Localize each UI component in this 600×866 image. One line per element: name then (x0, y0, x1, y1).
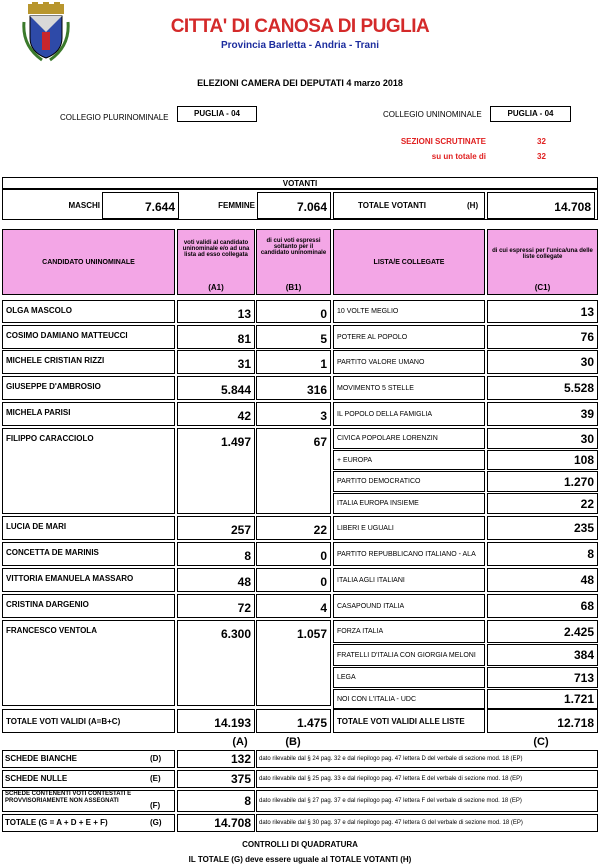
election-title: ELEZIONI CAMERA DEI DEPUTATI 4 marzo 2018 (197, 78, 403, 88)
list-name: + EUROPA (333, 450, 485, 470)
scheda-code: (G) (150, 818, 162, 827)
list-name: MOVIMENTO 5 STELLE (333, 376, 485, 400)
candidate-name: FRANCESCO VENTOLA (2, 620, 175, 706)
list-c1: 713 (487, 667, 598, 688)
candidate-a1: 257 (177, 516, 255, 540)
list-name: ITALIA AGLI ITALIANI (333, 568, 485, 592)
footer-line2: IL TOTALE (G) deve essere uguale al TOTALE VOTANTI (H) (188, 855, 412, 864)
candidate-b1: 1.057 (256, 620, 331, 706)
candidate-b1: 0 (256, 568, 331, 592)
list-c1: 22 (487, 493, 598, 514)
list-name: FRATELLI D'ITALIA CON GIORGIA MELONI (333, 644, 485, 666)
list-c1: 39 (487, 402, 598, 426)
scheda-note: dato rilevabile dal § 24 pag. 32 e dal riepilogo pag. 47 lettera D del verbale di sezione mod. 18 (EP) (256, 750, 598, 768)
candidate-name: OLGA MASCOLO (2, 300, 175, 323)
femmine-label: FEMMINE (218, 201, 255, 210)
candidate-name: MICHELA PARISI (2, 402, 175, 426)
code-c: (C) (533, 736, 549, 748)
candidate-a1: 1.497 (177, 428, 255, 514)
candidate-name: FILIPPO CARACCIOLO (2, 428, 175, 514)
list-c1: 235 (487, 516, 598, 540)
candidate-b1: 22 (256, 516, 331, 540)
list-name: LEGA (333, 667, 485, 688)
totale-votanti-value: 14.708 (487, 192, 595, 219)
code-b: (B) (285, 736, 301, 748)
candidate-name: CRISTINA DARGENIO (2, 594, 175, 618)
list-name: PARTITO VALORE UMANO (333, 350, 485, 374)
scheda-code: (D) (150, 754, 162, 763)
page-subtitle: Provincia Barletta - Andria - Trani (220, 40, 379, 51)
scheda-value: 8 (177, 790, 255, 812)
candidate-a1: 42 (177, 402, 255, 426)
scheda-label: SCHEDE BIANCHE (5, 754, 78, 763)
list-c1: 5.528 (487, 376, 598, 400)
list-name: FORZA ITALIA (333, 620, 485, 643)
list-name: PARTITO DEMOCRATICO (333, 471, 485, 492)
sezioni-value: 32 (537, 137, 546, 146)
candidate-b1: 67 (256, 428, 331, 514)
scheda-code: (E) (150, 774, 161, 783)
candidate-name: GIUSEPPE D'AMBROSIO (2, 376, 175, 400)
scheda-note: dato rilevabile dal § 27 pag. 37 e dal riepilogo pag. 47 lettera F del verbale di sezione mod. 18 (EP) (256, 790, 598, 812)
list-name: POTERE AL POPOLO (333, 325, 485, 349)
candidate-b1: 3 (256, 402, 331, 426)
candidate-a1: 48 (177, 568, 255, 592)
candidate-name: LUCIA DE MARI (2, 516, 175, 540)
list-name: IL POPOLO DELLA FAMIGLIA (333, 402, 485, 426)
scheda-label: TOTALE (G = A + D + E + F) (5, 818, 108, 827)
candidate-b1: 0 (256, 300, 331, 323)
votanti-title: VOTANTI (2, 177, 598, 189)
header-a1: voti validi al candidato uninominale e/o ad una lista ad esso collegata (A1) (177, 229, 255, 295)
list-name: LIBERI E UGUALI (333, 516, 485, 540)
coat-of-arms-icon (22, 2, 70, 62)
candidate-b1: 0 (256, 542, 331, 566)
candidate-a1: 5.844 (177, 376, 255, 400)
maschi-label: MASCHI (68, 201, 100, 210)
code-a: (A) (232, 736, 248, 748)
list-c1: 30 (487, 350, 598, 374)
maschi-value: 7.644 (102, 192, 179, 219)
header-liste: LISTA/E COLLEGATE (333, 229, 485, 295)
candidate-b1: 1 (256, 350, 331, 374)
list-name: 10 VOLTE MEGLIO (333, 300, 485, 323)
scheda-value: 14.708 (177, 814, 255, 832)
candidate-a1: 6.300 (177, 620, 255, 706)
scheda-value: 132 (177, 750, 255, 768)
list-c1: 8 (487, 542, 598, 566)
scheda-label: SCHEDE NULLE (5, 774, 68, 783)
collegio-pluri-label: COLLEGIO PLURINOMINALE (60, 113, 169, 122)
candidate-b1: 4 (256, 594, 331, 618)
collegio-uni-value: PUGLIA - 04 (490, 106, 571, 122)
list-c1: 68 (487, 594, 598, 618)
collegio-pluri-value: PUGLIA - 04 (177, 106, 257, 122)
list-name: NOI CON L'ITALIA - UDC (333, 689, 485, 709)
candidate-name: COSIMO DAMIANO MATTEUCCI (2, 325, 175, 349)
totale-sezioni-value: 32 (537, 152, 546, 161)
candidate-a1: 81 (177, 325, 255, 349)
list-name: CIVICA POPOLARE LORENZIN (333, 428, 485, 449)
scheda-value: 375 (177, 770, 255, 788)
candidate-b1: 316 (256, 376, 331, 400)
coat-of-arms (22, 2, 70, 62)
totale-votanti-code: (H) (467, 201, 479, 210)
list-name: CASAPOUND ITALIA (333, 594, 485, 618)
candidate-name: CONCETTA DE MARINIS (2, 542, 175, 566)
footer-line1: CONTROLLI DI QUADRATURA (242, 840, 358, 849)
list-c1: 1.721 (487, 689, 598, 709)
page-title: CITTA' DI CANOSA DI PUGLIA (170, 16, 430, 37)
candidate-a1: 31 (177, 350, 255, 374)
list-c1: 76 (487, 325, 598, 349)
list-c1: 108 (487, 450, 598, 470)
totale-c-value: 12.718 (487, 709, 598, 733)
scheda-note: dato rilevabile dal § 30 pag. 37 e dal riepilogo pag. 47 lettera G del verbale di sezione mod. 18 (EP) (256, 814, 598, 832)
list-name: ITALIA EUROPA INSIEME (333, 493, 485, 514)
candidate-name: VITTORIA EMANUELA MASSARO (2, 568, 175, 592)
scheda-note: dato rilevabile dal § 25 pag. 33 e dal riepilogo pag. 47 lettera E del verbale di sezione mod. 18 (EP) (256, 770, 598, 788)
scheda-code: (F) (150, 801, 161, 810)
totale-sezioni-label: su un totale di (431, 152, 486, 161)
totale-liste-label: TOTALE VOTI VALIDI ALLE LISTE (333, 709, 485, 733)
list-c1: 48 (487, 568, 598, 592)
candidate-a1: 8 (177, 542, 255, 566)
list-c1: 384 (487, 644, 598, 666)
candidate-b1: 5 (256, 325, 331, 349)
totale-a-value: 14.193 (177, 709, 255, 733)
collegio-uni-label: COLLEGIO UNINOMINALE (383, 110, 482, 119)
list-c1: 30 (487, 428, 598, 449)
totale-votanti-label: TOTALE VOTANTI (358, 201, 426, 210)
list-c1: 2.425 (487, 620, 598, 643)
list-c1: 13 (487, 300, 598, 323)
header-b1: di cui voti espressi soltanto per il candidato uninominale (B1) (256, 229, 331, 295)
header-candidato: CANDIDATO UNINOMINALE (2, 229, 175, 295)
sezioni-label: SEZIONI SCRUTINATE (400, 137, 486, 146)
candidate-a1: 72 (177, 594, 255, 618)
totale-b-value: 1.475 (256, 709, 331, 733)
list-c1: 1.270 (487, 471, 598, 492)
header-c1: di cui espressi per l'unica/una delle liste collegate (C1) (487, 229, 598, 295)
list-name: PARTITO REPUBBLICANO ITALIANO - ALA (333, 542, 485, 566)
candidate-name: MICHELE CRISTIAN RIZZI (2, 350, 175, 374)
scheda-label: SCHEDE CONTENENTI VOTI CONTESTATI E PROVVISORIAMENTE NON ASSEGNATI (5, 791, 132, 805)
totale-validi-label: TOTALE VOTI VALIDI (A=B+C) (2, 709, 175, 733)
femmine-value: 7.064 (257, 192, 331, 219)
candidate-a1: 13 (177, 300, 255, 323)
